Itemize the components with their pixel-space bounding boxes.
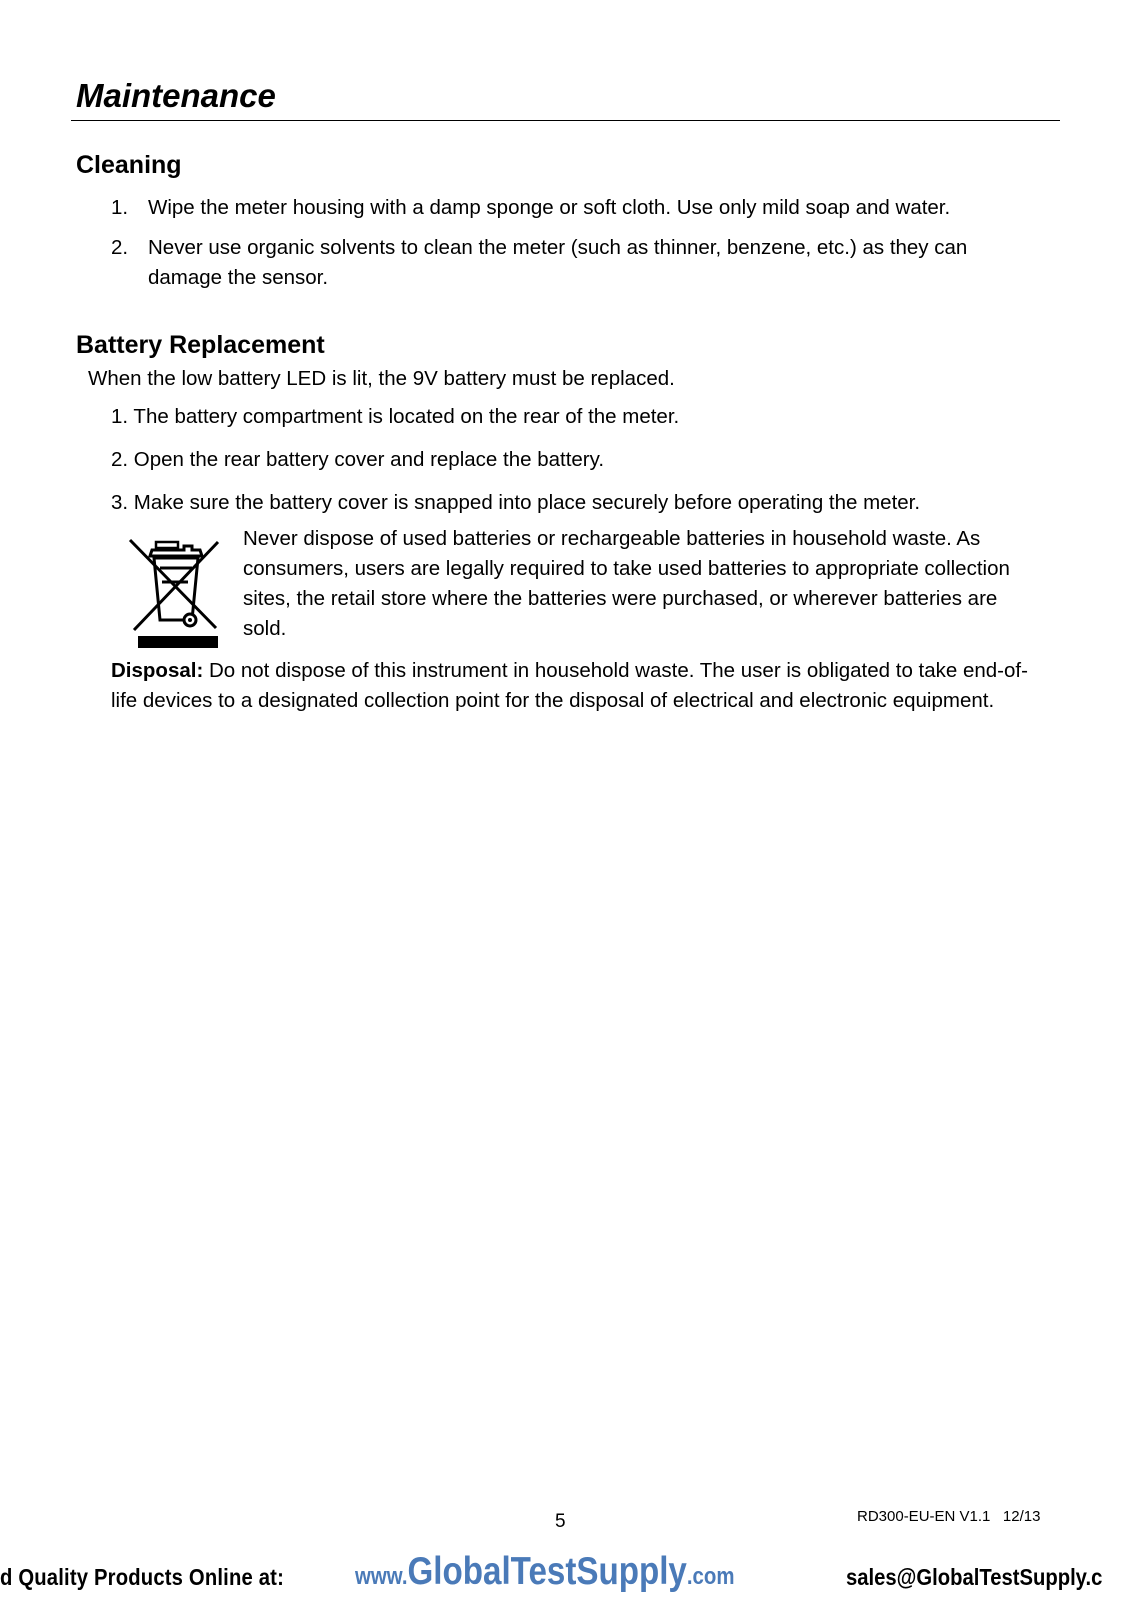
cleaning-item-1-text: Wipe the meter housing with a damp sponge or soft cloth. Use only mild soap and water. <box>148 196 951 219</box>
battery-intro: When the low battery LED is lit, the 9V battery must be replaced. <box>88 367 675 390</box>
battery-step-1: 1. The battery compartment is located on the rear of the meter. <box>111 405 680 428</box>
disposal-label: Disposal: <box>111 659 204 682</box>
cleaning-item-2-text: Never use organic solvents to clean the meter (such as thinner, benzene, etc.) as they can damage the sensor. <box>148 236 968 289</box>
battery-step-2: 2. Open the rear battery cover and replace the battery. <box>111 448 605 471</box>
page-title: Maintenance <box>76 77 276 114</box>
cleaning-item-2 <box>111 233 1051 293</box>
footer-site-main: GlobalTestSupply <box>407 1550 687 1593</box>
footer-tagline: d Quality Products Online at: <box>0 1564 285 1590</box>
cleaning-item-1 <box>111 193 1051 223</box>
battery-step-3: 3. Make sure the battery cover is snapped into place securely before operating the meter. <box>111 491 921 514</box>
footer-bar <box>0 1550 1130 1600</box>
cleaning-item-2-number: 2. <box>111 236 129 259</box>
footer-site-suffix: .com <box>686 1563 735 1590</box>
crossed-out-wheelie-bin-icon <box>126 536 224 652</box>
battery-disposal-notice: Never dispose of used batteries or rechargeable batteries in household waste. As consumers, users are legally required to take used batteries to appropriate collection sites, the retail store where the batteries were purchased, or wherever batteries are sold. <box>243 527 1010 640</box>
footer-website-link[interactable] <box>355 1550 734 1594</box>
footer-email-link[interactable]: sales@GlobalTestSupply.c <box>846 1564 1103 1590</box>
page-number: 5 <box>555 1511 566 1532</box>
title-divider <box>71 120 1060 121</box>
disposal-paragraph <box>111 656 1041 716</box>
battery-heading: Battery Replacement <box>76 331 325 359</box>
disposal-text: Do not dispose of this instrument in household waste. The user is obligated to take end-of-life devices to a designated collection point for the disposal of electrical and electronic equipment. <box>111 659 1028 712</box>
document-code: RD300-EU-EN V1.1 12/13 <box>857 1508 1041 1525</box>
cleaning-item-1-number: 1. <box>111 196 129 219</box>
footer-site-prefix: www. <box>355 1563 408 1590</box>
cleaning-heading: Cleaning <box>76 151 182 179</box>
